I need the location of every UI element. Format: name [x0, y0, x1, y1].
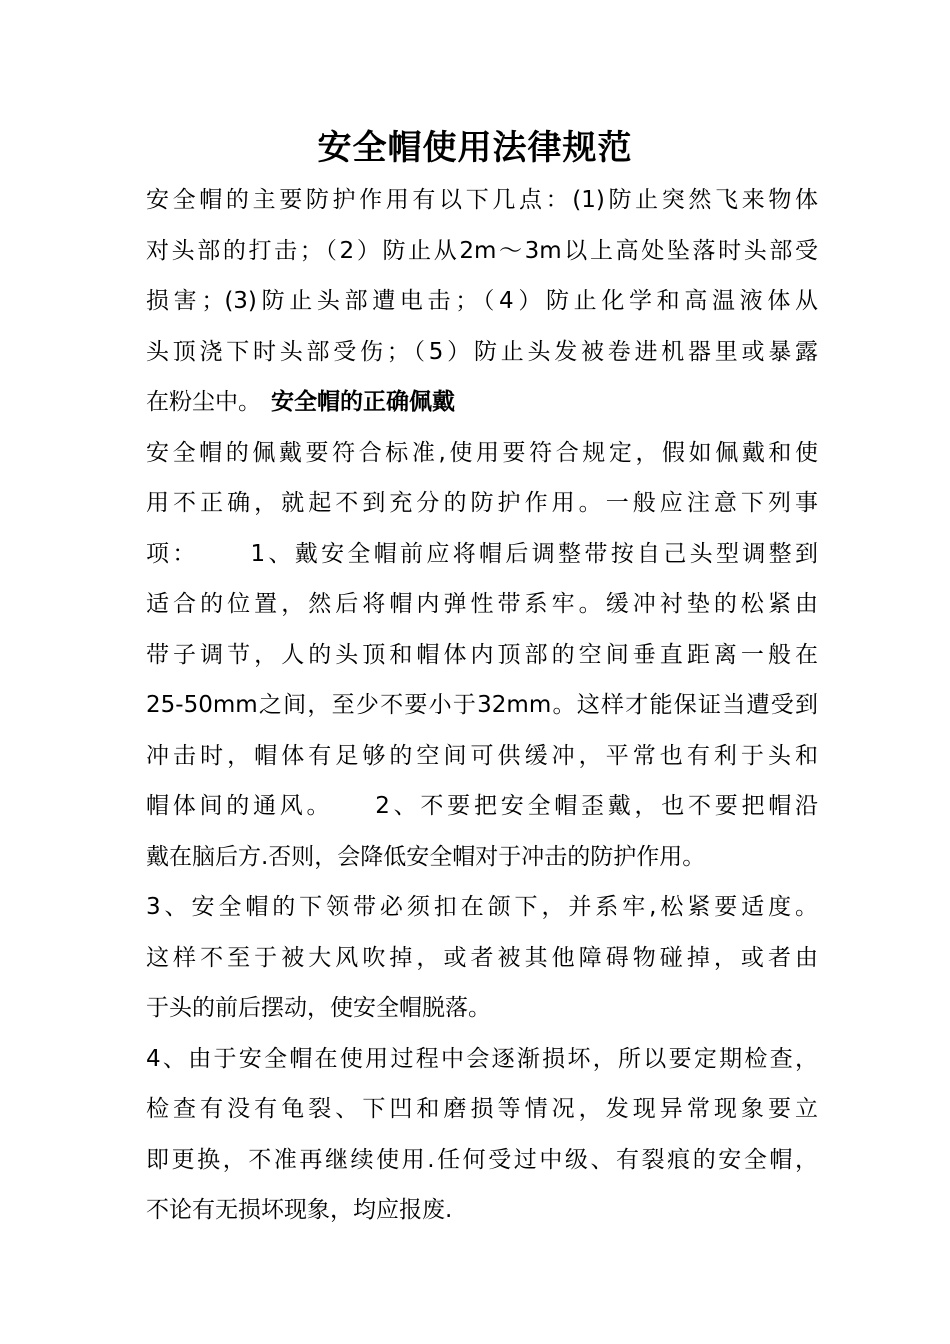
text-line: 损害；(3)防止头部遭电击；（4）防止化学和高温液体从 — [146, 288, 818, 314]
text-line: 项： 1、戴安全帽前应将帽后调整带按自己头型调整到 — [146, 540, 818, 567]
text-line: 冲击时，帽体有足够的空间可供缓冲，平常也有利于头和 — [146, 742, 818, 769]
document-body — [146, 175, 818, 1236]
text-line: 带子调节，人的头顶和帽体内顶部的空间垂直距离一般在 — [146, 641, 818, 668]
text-line: 安全帽的佩戴要符合标准,使用要符合规定，假如佩戴和使 — [146, 439, 818, 466]
text-line: 用不正确，就起不到充分的防护作用。一般应注意下列事 — [146, 490, 818, 516]
document-title: 安全帽使用法律规范 — [317, 128, 633, 168]
text-line: 即更换，不准再继续使用.任何受过中级、有裂痕的安全帽， — [146, 1146, 818, 1173]
text-line: 检查有没有龟裂、下凹和磨损等情况，发现异常现象要立 — [146, 1096, 818, 1122]
text-line: 这样不至于被大风吹掉，或者被其他障碍物碰掉，或者由 — [146, 944, 818, 971]
text-line: 25-50mm之间，至少不要小于32mm。这样才能保证当遭受到 — [146, 692, 818, 718]
text-line: 对头部的打击；（2）防止从2m～3m以上高处坠落时头部受 — [146, 237, 818, 264]
text-line: 3、安全帽的下领带必须扣在颌下，并系牢,松紧要适度。 — [146, 894, 818, 920]
text-line: 4、由于安全帽在使用过程中会逐渐损坏，所以要定期检查， — [146, 1045, 818, 1072]
section-heading: 安全帽的正确佩戴 — [271, 389, 455, 415]
text-line: 头顶浇下时头部受伤；（5）防止头发被卷进机器里或暴露 — [146, 338, 818, 365]
text-line: 适合的位置，然后将帽内弹性带系牢。缓冲衬垫的松紧由 — [146, 591, 818, 617]
text-line: 帽体间的通风。 2、不要把安全帽歪戴，也不要把帽沿 — [146, 793, 818, 819]
text-line: 不论有无损坏现象，均应报废. — [146, 1197, 453, 1223]
paragraph-end-text: 在粉尘中。 — [146, 389, 261, 415]
text-line: 戴在脑后方.否则，会降低安全帽对于冲击的防护作用。 — [146, 843, 706, 870]
text-line: 于头的前后摆动，使安全帽脱落。 — [146, 995, 491, 1021]
text-line — [146, 377, 818, 428]
text-line: 安全帽的主要防护作用有以下几点：(1)防止突然飞来物体 — [146, 187, 818, 213]
